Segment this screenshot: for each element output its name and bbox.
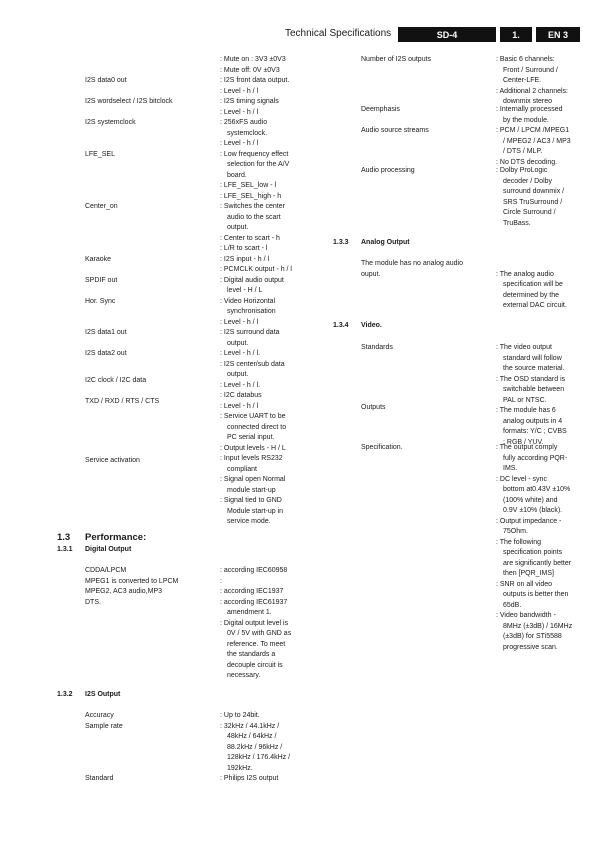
mute-off-value: : Mute off: 0V ±0V3: [220, 66, 280, 74]
karaoke-value: : I2S input - h / l: [220, 255, 270, 263]
lfe-sel-label: LFE_SEL: [85, 150, 115, 158]
osd-standard-value-cont: switchable between: [503, 386, 565, 393]
analog-text: The module has no analog audio: [361, 260, 463, 267]
spdif-label: SPDIF out: [85, 276, 118, 284]
hsync-value-cont: synchronisation: [227, 308, 276, 315]
center-on-value-cont: audio to the scart: [227, 213, 281, 221]
sample-rate-label: Sample rate: [85, 722, 123, 730]
service-activation-value-cont: module start-up: [227, 486, 276, 494]
video-bandwidth-value: : Video bandwidth -: [496, 612, 556, 619]
lr-to-scart-value: : L/R to scart - l: [220, 245, 268, 252]
video-outputs-value: : The module has 6: [496, 407, 556, 414]
audio-source-streams-value-cont: / MPEG2 / AC3 / MP3: [503, 137, 571, 145]
snr-value-cont: 65dB.: [503, 601, 522, 609]
analog-value-cont: specification will be: [503, 281, 563, 288]
output-impedance-value-cont: 75Ohm.: [503, 528, 528, 535]
center-on-label: Center_on: [85, 203, 118, 210]
uart-value-cont: PC serial input.: [227, 434, 275, 441]
digital-note: : Digital output level is: [220, 619, 289, 627]
analog-value-cont: determined by the: [503, 291, 560, 299]
hsync-label: Hor. Sync: [85, 297, 116, 305]
i2s-data0-value: : I2S front data output.: [220, 77, 290, 84]
video-specification-value-cont: IMS.: [503, 465, 518, 472]
sample-rate-value-cont: 192kHz.: [227, 764, 253, 772]
dc-level-value-cont: 0.9V ±10% (black).: [503, 507, 563, 514]
standard-label: Standard: [85, 775, 114, 782]
dc-level-value-cont: (100% white) and: [503, 496, 558, 504]
deemphasis-value: : Internally processed: [496, 106, 563, 113]
i2s-wordselect-label: I2S wordselect / I2S bitclock: [85, 98, 173, 105]
output-impedance-value: : Output impedance -: [496, 517, 562, 525]
service-activation-value: : Signal open Normal: [220, 476, 286, 483]
analog-value: : The analog audio: [496, 270, 554, 278]
center-on-value-cont: output.: [227, 224, 249, 231]
audio-processing-value-cont: surround downmix /: [503, 188, 565, 195]
level-value: : Level - h / l: [220, 318, 259, 326]
lfe-sel-value-cont: board.: [227, 171, 247, 179]
lfe-sel-high-value: : LFE_SEL_high - h: [220, 192, 282, 200]
analog-text-cont: ouput.: [361, 270, 381, 278]
header-page: EN 3: [536, 27, 580, 42]
spdif-value-cont: level - H / L: [227, 287, 263, 294]
service-gnd-value-cont: Module start-up in: [227, 507, 284, 515]
level-value: : Level - h / l.: [220, 381, 261, 389]
i2s-systemclock-value-cont: systemclock.: [227, 129, 268, 137]
audio-source-streams-label: Audio source streams: [361, 127, 429, 134]
audio-processing-value-cont: decoder / Dolby: [503, 177, 553, 185]
header-title: Technical Specifications: [285, 28, 392, 39]
header-model: SD-4: [398, 27, 496, 42]
video-standards-value-cont: the source material.: [503, 365, 565, 372]
following-spec-value-cont: then [PQR_IMS]: [503, 570, 554, 577]
i2s-data2-label: I2S data2 out: [85, 350, 127, 357]
i2s-data1-value-cont: output.: [227, 339, 249, 347]
service-gnd-value: : Signal tied to GND: [220, 497, 282, 504]
i2c-label: I2C clock / I2C data: [85, 377, 147, 384]
video-standards-value: : The video output: [496, 344, 552, 351]
dts-value: : according IEC61937: [220, 598, 288, 606]
nr-i2s-additional-value: : Additional 2 channels:: [496, 87, 568, 95]
lfe-sel-value: : Low frequency effect: [220, 150, 289, 158]
nr-i2s-outputs-value: : Basic 6 channels:: [496, 56, 555, 63]
spdif-value: : Digital audio output: [220, 276, 284, 284]
uart-rs232-value: : Input levels RS232: [220, 455, 283, 462]
level-value: : Level - h / l: [220, 140, 259, 147]
hsync-value: : Video Horizontal: [220, 297, 276, 305]
i2s-wordselect-value: : I2S timing signals: [220, 98, 279, 105]
karaoke-label: Karaoke: [85, 255, 112, 263]
uart-value: : Service UART to be: [220, 413, 286, 420]
section-number: 1.3: [57, 532, 71, 543]
video-outputs-label: Outputs: [361, 404, 386, 411]
dc-level-value: : DC level - sync: [496, 475, 547, 483]
lfe-sel-low-value: : LFE_SEL_low - l: [220, 182, 277, 189]
service-activation-label: Service activation: [85, 457, 140, 464]
snr-value: : SNR on all video: [496, 580, 553, 588]
video-specification-value-cont: fully according PQR-: [503, 454, 568, 462]
nr-i2s-outputs-label: Number of I2S outputs: [361, 56, 432, 63]
service-gnd-value-cont: service mode.: [227, 518, 271, 525]
subsection-number: 1.3.2: [57, 691, 73, 698]
video-standards-label: Standards: [361, 344, 393, 351]
digital-note-cont: necessary.: [227, 672, 261, 679]
deemphasis-value-cont: by the module.: [503, 116, 549, 124]
center-on-value: : Switches the center: [220, 203, 285, 210]
sample-rate-value-cont: 88.2kHz / 96kHz /: [227, 743, 283, 751]
level-value: : Level - h / l: [220, 402, 259, 410]
lfe-sel-value-cont: selection for the A/V: [227, 161, 290, 168]
subsection-number: 1.3.1: [57, 546, 73, 553]
video-standards-value-cont: standard will follow: [503, 354, 562, 362]
audio-processing-value: : Dolby ProLogic: [496, 167, 548, 174]
mpeg2-value: : according IEC1937: [220, 588, 284, 595]
video-outputs-value-cont: formats: Y/C ; CVBS: [503, 428, 567, 435]
i2s-data0-label: I2S data0 out: [85, 77, 127, 84]
nr-i2s-outputs-value-cont: Front / Surround /: [503, 66, 558, 74]
subsection-number: 1.3.4: [333, 322, 349, 329]
subsection-title: Digital Output: [85, 546, 132, 553]
center-to-scart-value: : Center to scart - h: [220, 234, 280, 242]
following-spec-value: : The following: [496, 538, 542, 546]
i2s-systemclock-label: I2S systemclock: [85, 119, 136, 126]
video-bandwidth-value-cont: progressive scan.: [503, 643, 558, 651]
section-title: Performance:: [85, 532, 147, 543]
no-dts-value: : No DTS decoding.: [496, 158, 558, 166]
audio-processing-value-cont: Circle Surround /: [503, 209, 556, 216]
header-chapter: 1.: [500, 27, 532, 42]
sample-rate-value-cont: 48kHz / 64kHz /: [227, 733, 277, 740]
uart-levels-value: : Output levels - H / L: [220, 444, 286, 452]
subsection-title: Analog Output: [361, 239, 410, 246]
audio-source-streams-value: : PCM / LPCM /MPEG1: [496, 127, 570, 134]
analog-value-cont: external DAC circuit.: [503, 302, 567, 309]
level-value: : Level - h / l: [220, 87, 259, 95]
accuracy-label: Accuracy: [85, 712, 114, 719]
audio-processing-label: Audio processing: [361, 167, 415, 174]
video-outputs-value-cont: ; RGB / YUV.: [503, 438, 544, 446]
video-specification-label: Specification.: [361, 444, 403, 451]
level-value: : Level - h / l: [220, 108, 259, 116]
dts-value-cont: amendment 1.: [227, 609, 272, 616]
sample-rate-value: : 32kHz / 44.1kHz /: [220, 722, 280, 730]
following-spec-value-cont: are significantly better: [503, 559, 572, 567]
mpeg1-label: MPEG1 is converted to LPCM: [85, 577, 179, 585]
mute-on-value: : Mute on : 3V3 ±0V3: [220, 56, 286, 63]
osd-standard-value: : The OSD standard is: [496, 375, 566, 383]
dc-level-value-cont: bottom at0.43V ±10%: [503, 486, 571, 493]
video-outputs-value-cont: analog outputs in 4: [503, 417, 563, 425]
nr-i2s-additional-value-cont: downmix stereo: [503, 98, 553, 105]
digital-note-cont: reference. To meet: [227, 640, 286, 648]
nr-i2s-outputs-value-cont: Center-LFE.: [503, 77, 542, 84]
subsection-title: Video.: [361, 322, 382, 329]
audio-source-streams-value-cont: / DTS / MLP.: [503, 148, 543, 155]
digital-note-cont: decouple circuit is: [227, 661, 283, 669]
video-bandwidth-value-cont: (±3dB) for STi5588: [503, 633, 562, 640]
mpeg1-value: :: [220, 577, 222, 585]
video-specification-value: : The output comply: [496, 444, 558, 451]
i2s-data1-value: : I2S surround data: [220, 329, 280, 336]
subsection-number: 1.3.3: [333, 239, 349, 246]
level-value: : Level - h / l.: [220, 350, 261, 357]
uart-value-cont: connected direct to: [227, 423, 287, 431]
i2c-value: : I2C databus: [220, 392, 262, 399]
mpeg2-label: MPEG2, AC3 audio,MP3: [85, 588, 163, 595]
audio-processing-value-cont: SRS TruSurround /: [503, 198, 563, 206]
standard-value: : Philips I2S output: [220, 775, 279, 782]
following-spec-value-cont: specification points: [503, 549, 563, 556]
digital-note-cont: the standards a: [227, 651, 276, 658]
osd-standard-value-cont: PAL or NTSC.: [503, 396, 547, 404]
uart-rs232-value-cont: compliant: [227, 465, 257, 473]
subsection-title: I2S Output: [85, 691, 121, 698]
cdda-value: : according IEC60958: [220, 567, 288, 574]
deemphasis-label: Deemphasis: [361, 106, 400, 113]
i2s-data2-value-cont: output.: [227, 371, 249, 378]
pcmclk-value: : PCMCLK output - h / l: [220, 266, 292, 273]
accuracy-value: : Up to 24bit.: [220, 712, 260, 719]
digital-note-cont: 0V / 5V with GND as: [227, 630, 292, 637]
uart-label: TXD / RXD / RTS / CTS: [85, 398, 160, 405]
i2s-data1-label: I2S data1 out: [85, 329, 127, 336]
dts-label: DTS.: [85, 598, 101, 606]
cdda-label: CDDA/LPCM: [85, 567, 127, 574]
sample-rate-value-cont: 128kHz / 176.4kHz /: [227, 754, 291, 761]
audio-processing-value-cont: TruBass.: [503, 219, 531, 227]
video-bandwidth-value-cont: 8MHz (±3dB) / 16MHz: [503, 622, 573, 630]
i2s-data2-value: : I2S center/sub data: [220, 360, 285, 368]
snr-value-cont: outputs is better then: [503, 591, 569, 598]
i2s-systemclock-value: : 256xFS audio: [220, 119, 268, 126]
